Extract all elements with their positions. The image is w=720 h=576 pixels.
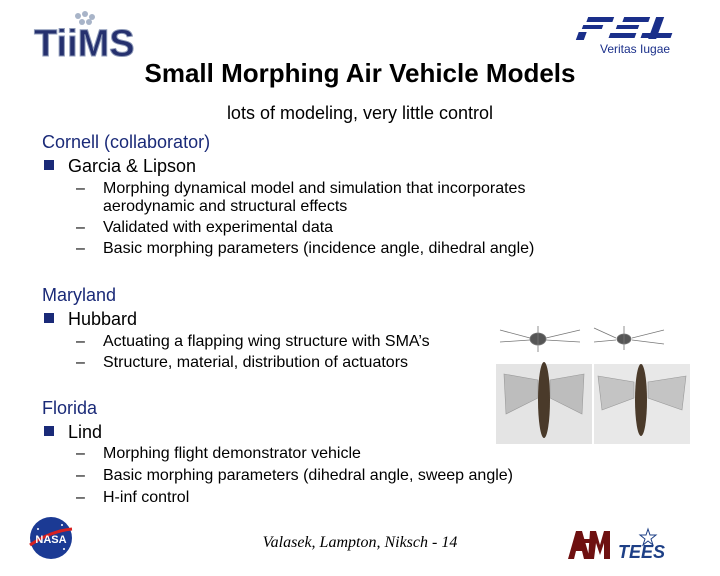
nasa-logo-text: NASA [35,534,67,546]
fsl-tagline: Veritas Iugae [600,42,671,56]
section-item-maryland [44,309,137,330]
subitem-text: Morphing flight demonstrator vehicle [103,445,361,462]
dash-bullet-icon: – [76,354,85,371]
section-heading-cornell: Cornell (collaborator) [42,132,211,152]
tiims-logo-text: TiiMS [34,23,135,65]
dash-bullet-icon: – [76,445,85,462]
tees-logo [614,527,672,561]
subitem-text: H-inf control [103,489,190,506]
slide-subtitle: lots of modeling, very little control [226,103,494,123]
subitem-text: Actuating a flapping wing structure with SMA’s [103,333,430,350]
subitem-text: Basic morphing parameters (incidence angle, dihedral angle) [103,240,535,257]
tees-logo-text: TEES [618,542,666,562]
square-bullet-icon [44,313,54,323]
subitem-text: aerodynamic and structural effects [103,198,348,215]
item-label: Hubbard [68,309,138,329]
fsl-logo [582,12,692,60]
tiims-logo [32,8,135,65]
dash-bullet-icon: – [76,333,85,350]
item-label: Garcia & Lipson [68,156,197,176]
dash-bullet-icon: – [76,180,85,197]
section-heading-florida: Florida [42,398,98,418]
dash-bullet-icon: – [76,219,85,236]
dash-bullet-icon: – [76,240,85,257]
nasa-logo [26,515,76,561]
subitem-text: Structure, material, distribution of actuators [103,354,409,371]
morphing-vehicle-photos [494,318,720,446]
section-heading-maryland: Maryland [42,285,117,305]
dash-bullet-icon: – [76,489,85,506]
subitem-text: Basic morphing parameters (dihedral angle, sweep angle) [103,467,513,484]
fsl-logo-mark [582,12,692,44]
square-bullet-icon [44,426,54,436]
subitem-text: Validated with experimental data [103,219,334,236]
dash-bullet-icon: – [76,467,85,484]
subitem-text: Morphing dynamical model and simulation that incorporates [103,180,526,197]
texas-am-logo [566,527,610,561]
item-label: Lind [68,422,103,442]
square-bullet-icon [44,160,54,170]
section-item-florida [44,422,102,443]
slide-title: Small Morphing Air Vehicle Models [144,58,576,88]
slide-footer: Valasek, Lampton, Niksch - 14 [262,534,458,551]
section-item-cornell [44,156,196,177]
